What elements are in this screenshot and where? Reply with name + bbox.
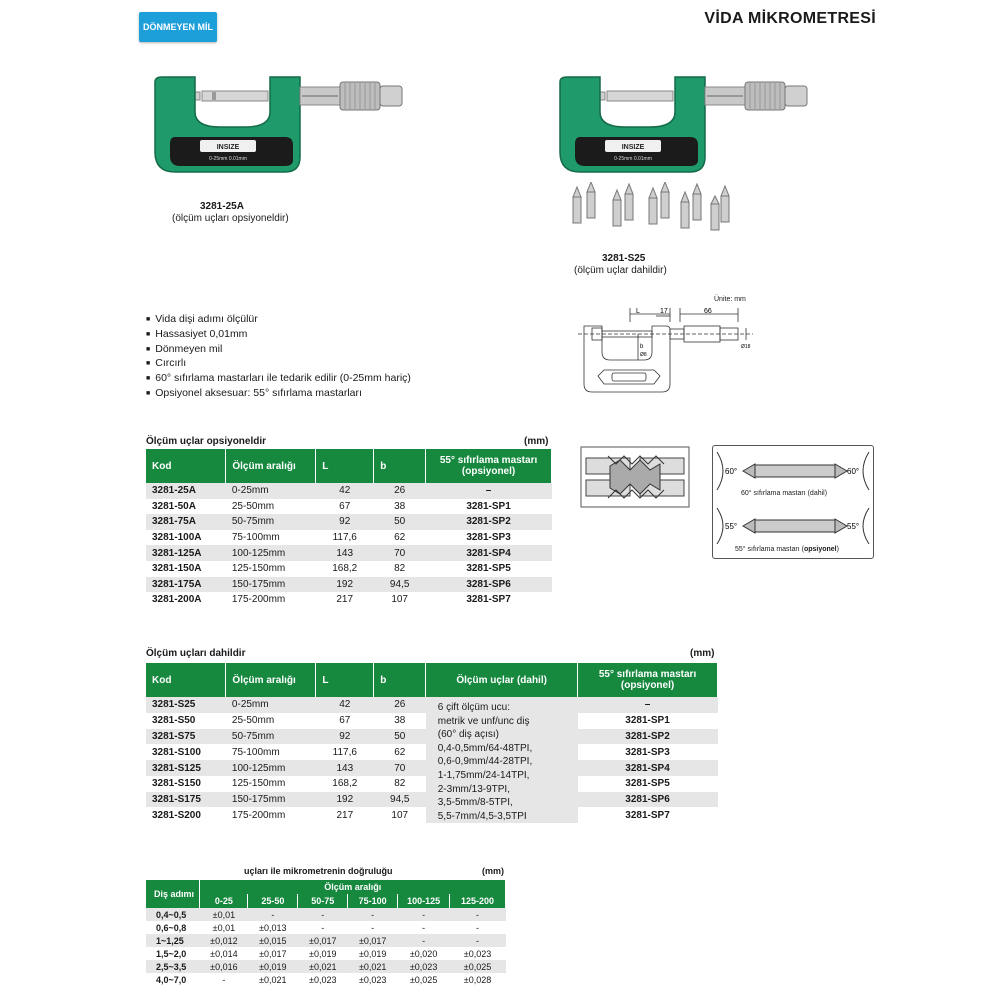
table-cell: 94,5 (374, 577, 426, 593)
dim-label-d8: Ø8 (640, 352, 647, 358)
feature-item: ■ Vida dişi adımı ölçülür (146, 313, 411, 328)
table-cell: 217 (316, 592, 374, 608)
table-cell: 3281-200A (146, 592, 226, 608)
table-cell: - (321, 922, 325, 933)
table-cell: 26 (374, 483, 426, 499)
angle-label: 55° (847, 522, 860, 531)
col-header: Kod (146, 449, 226, 483)
table-cell: ±0,015 (248, 934, 298, 947)
table-cell: 125-150mm (226, 776, 316, 792)
table-cell: 82 (374, 561, 426, 577)
table-cell: 3281-SP7 (578, 807, 718, 823)
table-cell: - (422, 922, 426, 933)
table-cell: ±0,017 (259, 948, 287, 959)
col-header: 100-125 (398, 894, 450, 908)
product-code: 3281-25A (200, 201, 244, 212)
product-code: 3281-S25 (602, 253, 646, 264)
table1-title: Ölçüm uçlar opsiyoneldir (146, 436, 267, 447)
table-cell: 175-200mm (226, 807, 316, 823)
tips-line: 0,4-0,5mm/64-48TPI, (437, 742, 533, 754)
table-cell: 92 (316, 514, 374, 530)
table-cell: ±0,014 (210, 948, 238, 959)
table-cell: ±0,017 (348, 934, 398, 947)
table-cell: 107 (374, 807, 426, 823)
dim-label-d18: Ø18 (741, 344, 751, 350)
table-cell: 75-100mm (226, 530, 316, 546)
table-cell: - (476, 922, 480, 933)
table-cell: 3281-SP5 (426, 561, 552, 577)
angle-label: 60° (847, 467, 860, 476)
caption-text: 55° sıfırlama mastarı ( (735, 546, 804, 553)
table-row (146, 908, 506, 921)
table-cell: 0-25mm (226, 697, 316, 713)
table-cell: - (298, 908, 348, 921)
table-cell: 0-25mm (226, 483, 316, 499)
col-header: 25-50 (248, 894, 298, 908)
feature-item: ■ 60° sıfırlama mastarları ile tedarik edilir (0-25mm hariç) (146, 372, 411, 387)
table-cell: ±0,023 (463, 948, 492, 959)
feature-item: ■ Opsiyonel aksesuar: 55° sıfırlama mastarları (146, 387, 411, 402)
gauge-55-caption (735, 546, 839, 553)
table-cell: 117,6 (316, 744, 374, 760)
table-cell: 150-175mm (226, 792, 316, 808)
gauge-60-drawing (715, 450, 871, 492)
table-row (146, 499, 552, 515)
table-cell: - (348, 908, 398, 921)
table-cell: 3281-S150 (146, 776, 226, 792)
table-row (146, 514, 552, 530)
table-cell: 3281-SP5 (578, 776, 718, 792)
table-cell: 3281-S100 (146, 744, 226, 760)
col-header: Ölçüm aralığı (226, 449, 316, 483)
included-tips-cell (426, 697, 578, 823)
table-cell: 125-150mm (226, 561, 316, 577)
table-row (146, 947, 506, 960)
table-cell: ±0,023 (358, 974, 387, 985)
table-cell: - (398, 934, 450, 947)
table-cell: 168,2 (316, 776, 374, 792)
table-cell: 100-125mm (226, 545, 316, 561)
table-cell: 62 (374, 530, 426, 546)
table-cell: 143 (316, 760, 374, 776)
table-cell: 42 (316, 483, 374, 499)
col-header: 55° sıfırlama mastarı (opsiyonel) (426, 449, 552, 483)
table-cell: ±0,028 (463, 974, 492, 985)
table-cell: - (450, 934, 506, 947)
table-cell: - (371, 922, 375, 933)
table-cell: - (222, 974, 226, 985)
product-caption-right (574, 253, 667, 277)
table-cell: 3281-SP1 (578, 713, 718, 729)
table-row (146, 561, 552, 577)
table-cell: 25-50mm (226, 499, 316, 515)
col-header: b (374, 449, 426, 483)
col-header: 75-100 (348, 894, 398, 908)
table1-unit: (mm) (524, 436, 549, 447)
table-cell: 3281-50A (146, 499, 226, 515)
table-cell: 3281-SP4 (426, 545, 552, 561)
table-cell: 50 (374, 514, 426, 530)
table-cell: 3281-SP7 (426, 592, 552, 608)
angle-label: 55° (725, 522, 738, 531)
brand-logo: INSIZE (621, 144, 645, 151)
table-cell: 143 (316, 545, 374, 561)
table2-title: Ölçüm uçları dahildir (146, 648, 246, 659)
table-cell: 175-200mm (226, 592, 316, 608)
table-row (146, 934, 506, 947)
col-header: 125-200 (450, 894, 506, 908)
table-cell: 3281-SP3 (578, 744, 718, 760)
table-cell: 50 (374, 729, 426, 745)
table-cell: – (578, 697, 718, 713)
feature-item: ■ Cırcırlı (146, 357, 411, 372)
table-cell: 107 (374, 592, 426, 608)
table-cell: 0,4~0,5 (146, 908, 200, 921)
brand-logo: INSIZE (216, 144, 240, 151)
table-cell: 3281-150A (146, 561, 226, 577)
table-row (146, 973, 506, 986)
feature-list (146, 313, 411, 402)
table-cell: 42 (316, 697, 374, 713)
table-cell: 100-125mm (226, 760, 316, 776)
table-cell: ±0,019 (248, 960, 298, 973)
table-cell: 4,0~7,0 (156, 974, 187, 985)
table-cell: ±0,020 (409, 948, 438, 959)
table-row (146, 592, 552, 608)
dim-label-66: 66 (704, 308, 712, 315)
col-header: 50-75 (298, 894, 348, 908)
table-row (146, 483, 552, 499)
table-cell: 3281-SP2 (426, 514, 552, 530)
table-cell: 3281-S200 (146, 807, 226, 823)
table-row (146, 960, 506, 973)
col-header: Ölçüm aralığı (226, 663, 316, 697)
table-cell: 3281-S175 (146, 792, 226, 808)
table-cell: 3281-SP6 (578, 792, 718, 808)
table-cell: 3281-S75 (146, 729, 226, 745)
angle-label: 60° (725, 467, 738, 476)
table-cell: 70 (374, 760, 426, 776)
col-header: b (374, 663, 426, 697)
tips-line: 1-1,75mm/24-14TPI, (437, 769, 530, 781)
product-note: (ölçüm uçları opsiyoneldir) (172, 213, 289, 224)
col-header: 55° sıfırlama mastarı (opsiyonel) (578, 663, 718, 697)
measuring-tips-image (565, 182, 735, 237)
thread-diagram (580, 446, 690, 508)
table-cell: 26 (374, 697, 426, 713)
feature-item: ■ Hassasiyet 0,01mm (146, 328, 411, 343)
table-cell: ±0,021 (259, 974, 287, 985)
gauge-60-caption: 60° sıfırlama mastarı (dahil) (741, 490, 828, 497)
table3-unit: (mm) (482, 866, 504, 876)
dim-label-17: 17 (660, 308, 668, 315)
table-cell: 3281-175A (146, 577, 226, 593)
col-header: L (316, 663, 374, 697)
table-cell: 62 (374, 744, 426, 760)
table-cell: ±0,012 (200, 934, 248, 947)
table-cell: 117,6 (316, 530, 374, 546)
caption-bold: opsiyonel (803, 546, 837, 553)
table-cell: ±0,019 (358, 948, 387, 959)
table-cell: 3281-SP1 (426, 499, 552, 515)
range-label: 0-25mm 0.01mm (209, 156, 247, 162)
gauge-55-drawing (715, 506, 871, 546)
dim-label-l: L (636, 308, 640, 315)
table-cell: 192 (316, 792, 374, 808)
table-cell: ±0,01 (200, 908, 248, 921)
group-header: Ölçüm aralığı (200, 880, 506, 894)
table-cell: 38 (374, 499, 426, 515)
table-cell: 3281-SP2 (578, 729, 718, 745)
feature-item: ■ Dönmeyen mil (146, 343, 411, 358)
table-cell: 1,5~2,0 (156, 948, 187, 959)
table-cell: 67 (316, 713, 374, 729)
table-cell: 92 (316, 729, 374, 745)
table-cell: 82 (374, 776, 426, 792)
table-row (146, 921, 506, 934)
table-cell: 0,6~0,8 (156, 922, 187, 933)
table-cell: 25-50mm (226, 713, 316, 729)
table3-title: uçları ile mikrometrenin doğruluğu (244, 866, 393, 876)
table-cell: 3281-75A (146, 514, 226, 530)
tips-line: 5,5-7mm/4,5-3,5TPI (437, 810, 527, 822)
table-cell: ±0,021 (348, 960, 398, 973)
table-cell: ±0,021 (298, 960, 348, 973)
table-cell: ±0,016 (200, 960, 248, 973)
table-cell: 75-100mm (226, 744, 316, 760)
table-cell: – (426, 483, 552, 499)
page-title: VİDA MİKROMETRESİ (704, 10, 876, 27)
dim-label-b: b (640, 344, 644, 350)
table-cell: - (450, 908, 506, 921)
table-cell: 3281-S50 (146, 713, 226, 729)
product-caption-left (172, 201, 289, 225)
table-cell: ±0,019 (309, 948, 337, 959)
table-cell: 3281-125A (146, 545, 226, 561)
unit-note: Ünite: mm (714, 296, 746, 303)
table-cell: ±0,025 (409, 974, 438, 985)
tips-line: 6 çift ölçüm ucu: (437, 702, 511, 713)
table-cell: 3281-SP3 (426, 530, 552, 546)
table-cell: 70 (374, 545, 426, 561)
table-cell: ±0,017 (298, 934, 348, 947)
table-cell: 3281-SP6 (426, 577, 552, 593)
table-cell: 192 (316, 577, 374, 593)
table-cell: 1~1,25 (146, 934, 200, 947)
tips-line: 0,6-0,9mm/44-28TPI, (437, 756, 533, 768)
table-cell: 50-75mm (226, 729, 316, 745)
table-cell: ±0,01 (212, 922, 236, 933)
table-accuracy (146, 880, 506, 986)
table-row (146, 577, 552, 593)
table-cell: - (398, 908, 450, 921)
table-cell: 67 (316, 499, 374, 515)
table-included-tips (146, 663, 718, 823)
tips-line: metrik ve unf/unc diş (437, 715, 530, 727)
product-note: (ölçüm uçlar dahildir) (574, 265, 667, 276)
setting-gauges-diagram (712, 445, 874, 559)
table-cell: - (248, 908, 298, 921)
table-cell: 50-75mm (226, 514, 316, 530)
col-header: L (316, 449, 374, 483)
col-header: Kod (146, 663, 226, 697)
col-header: Ölçüm uçlar (dahil) (426, 663, 578, 697)
table-cell: 217 (316, 807, 374, 823)
table2-unit: (mm) (690, 648, 715, 659)
table-cell: 150-175mm (226, 577, 316, 593)
tips-line: 3,5-5mm/8-5TPI, (437, 797, 513, 809)
category-badge: DÖNMEYEN MİL (139, 12, 217, 42)
table-cell: 168,2 (316, 561, 374, 577)
table-cell: 94,5 (374, 792, 426, 808)
table-cell: 3281-100A (146, 530, 226, 546)
table-cell: 2,5~3,5 (146, 960, 200, 973)
table-cell: ±0,013 (259, 922, 287, 933)
row-header: Diş adımı (146, 880, 200, 908)
tips-line: 2-3mm/13-9TPI, (437, 783, 510, 795)
micrometer-image-right (555, 72, 815, 192)
table-cell: 3281-SP4 (578, 760, 718, 776)
caption-text: ) (836, 546, 839, 553)
table-cell: 3281-25A (146, 483, 226, 499)
table-cell: ±0,025 (450, 960, 506, 973)
table-cell: ±0,023 (309, 974, 337, 985)
col-header: 0-25 (200, 894, 248, 908)
table-cell: 3281-S25 (146, 697, 226, 713)
dimension-drawing (578, 304, 758, 396)
table-row (146, 530, 552, 546)
table-cell: ±0,023 (398, 960, 450, 973)
range-label: 0-25mm 0.01mm (614, 156, 652, 162)
table-row (146, 697, 718, 713)
table-row (146, 545, 552, 561)
table-cell: 38 (374, 713, 426, 729)
table-cell: 3281-S125 (146, 760, 226, 776)
tips-line: (60° diş açısı) (437, 729, 499, 741)
micrometer-image-left (150, 72, 410, 192)
table-optional-tips (146, 449, 552, 608)
